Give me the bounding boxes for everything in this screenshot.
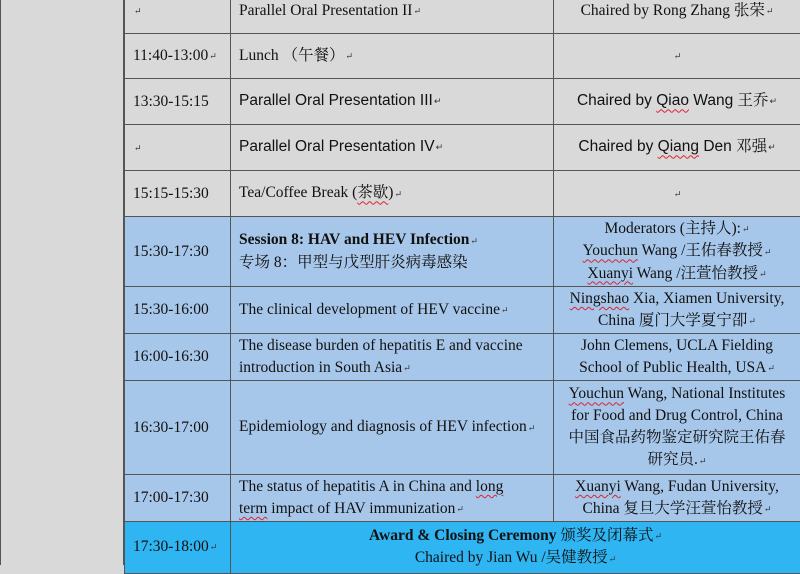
session-cell: The status of hepatitis A in China and long term impact of HAV immunization↵: [231, 475, 554, 522]
left-margin-column: [0, 0, 124, 565]
time-cell: 17:00-17:30: [125, 475, 231, 522]
table-row: [125, 217, 800, 287]
chair-cell: Ningshao Xia, Xiamen University, China 厦门大学夏宁卲↵: [554, 287, 800, 334]
chair-cell: John Clemens, UCLA Fielding School of Public Health, USA↵: [554, 334, 800, 381]
time-cell: 15:30-17:30: [125, 217, 231, 287]
schedule-table: [124, 0, 800, 574]
session-cell: Session 8: HAV and HEV Infection↵ 专场 8：甲型与戊型肝炎病毒感染: [231, 217, 554, 287]
time-cell: 17:30-18:00↵: [125, 522, 231, 574]
chair-cell: Chaired by Rong Zhang 张荣↵: [554, 0, 800, 34]
chair-cell: Moderators (主持人):↵ Youchun Wang /王佑春教授↵ Xuanyi Wang /汪萱怡教授↵: [554, 217, 800, 287]
chair-cell: Chaired by Qiang Den 邓强↵: [554, 125, 800, 171]
closing-title: Award & Closing Ceremony: [369, 527, 557, 544]
table-row: [125, 171, 800, 217]
table-row: [125, 475, 800, 522]
time-cell: 15:15-15:30: [125, 171, 231, 217]
session-cell: Epidemiology and diagnosis of HEV infection↵: [231, 381, 554, 475]
time-cell: ↵: [125, 0, 231, 34]
chair-cell: Xuanyi Wang, Fudan University, China 复旦大学汪萱怡教授↵: [554, 475, 800, 522]
session-cell: Lunch （午餐）↵: [231, 34, 554, 79]
chair-cell: Youchun Wang, National Institutes for Food and Drug Control, China 中国食品药物鉴定研究院王佑春 研究员.↵: [554, 381, 800, 475]
session-cell: Tea/Coffee Break (茶歇)↵: [231, 171, 554, 217]
table-row: [125, 34, 800, 79]
table-row: [125, 287, 800, 334]
table-row: [125, 522, 800, 574]
table-row: [125, 381, 800, 475]
session-cell: The disease burden of hepatitis E and vaccine introduction in South Asia↵: [231, 334, 554, 381]
session-cell: Parallel Oral Presentation IV↵: [231, 125, 554, 171]
chair-cell: ↵: [554, 34, 800, 79]
table-row: [125, 0, 800, 34]
time-cell: 15:30-16:00: [125, 287, 231, 334]
chair-cell: ↵: [554, 171, 800, 217]
closing-cell: Award & Closing Ceremony 颁奖及闭幕式↵ Chaired by Jian Wu /吴健教授↵: [231, 522, 800, 574]
table-row: [125, 125, 800, 171]
time-cell: 13:30-15:15: [125, 79, 231, 125]
time-cell: 16:00-16:30: [125, 334, 231, 381]
session-subtitle: 专场 8：甲型与戊型肝炎病毒感染: [239, 252, 545, 274]
session-cell: Parallel Oral Presentation II↵: [231, 0, 554, 34]
chair-cell: Chaired by Qiao Wang 王乔↵: [554, 79, 800, 125]
session-title: Session 8: HAV and HEV Infection: [239, 231, 469, 248]
table-row: [125, 334, 800, 381]
time-cell: ↵: [125, 125, 231, 171]
time-cell: 16:30-17:00: [125, 381, 231, 475]
session-cell: Parallel Oral Presentation III↵: [231, 79, 554, 125]
table-row: [125, 79, 800, 125]
time-cell: 11:40-13:00↵: [125, 34, 231, 79]
session-cell: The clinical development of HEV vaccine↵: [231, 287, 554, 334]
